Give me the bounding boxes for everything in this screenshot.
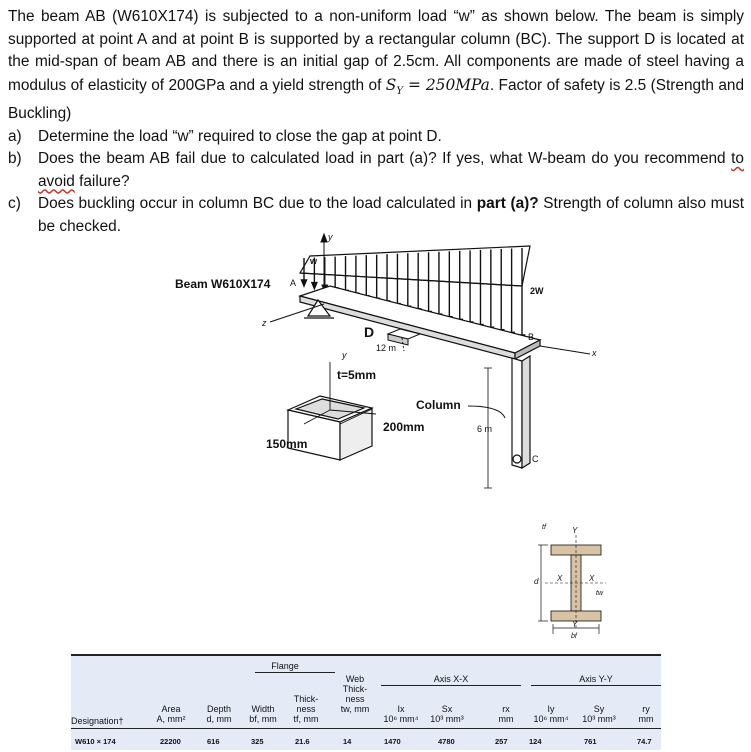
- structure-figure: [0, 228, 751, 648]
- hdr-flange-thick: Thick- ness tf, mm: [293, 694, 319, 724]
- hdr-web-thick: Thick- ness tw, mm: [340, 684, 370, 714]
- y-label-top: y: [328, 232, 333, 242]
- group-web: Web: [345, 674, 365, 684]
- section-tw: tw: [596, 590, 603, 597]
- column-label: Column: [416, 398, 461, 412]
- cell-ry: 74.7: [637, 737, 652, 746]
- group-flange: Flange: [271, 661, 299, 671]
- cell-web-thick: 14: [343, 737, 352, 746]
- point-d-label: D: [364, 324, 375, 340]
- section-tf: tf: [542, 524, 546, 531]
- section-x-left: X: [557, 574, 563, 583]
- w-label: w: [310, 256, 318, 266]
- thickness-label: t=5mm: [337, 368, 377, 382]
- cell-rx: 257: [495, 737, 508, 746]
- beam-label: Beam W610X174: [175, 277, 271, 291]
- x-axis: [540, 346, 590, 354]
- column-bc: [512, 356, 530, 468]
- z-label: z: [262, 318, 267, 328]
- cell-area: 22200: [160, 737, 181, 746]
- y-label-section: y: [342, 350, 347, 360]
- problem-statement: [8, 6, 744, 238]
- section-bf: bf: [571, 633, 577, 640]
- height-label: 6 m: [477, 424, 493, 434]
- part-b: b) Does the beam AB fail due to calculated load in part (a)? If yes, what W-beam do you recommend to avoid failure?: [8, 150, 744, 190]
- part-a: a) Determine the load “w” required to close the gap at point D.: [8, 127, 442, 145]
- part-c: c) Does buckling occur in column BC due to the load calculated in part (a)? Strength of column also must be checked.: [8, 195, 744, 235]
- hdr-designation: Designation†: [71, 716, 124, 726]
- section-x-right: X: [589, 574, 595, 583]
- group-axis-y: Axis Y-Y: [579, 674, 613, 684]
- underlined-phrase: to avoid: [38, 150, 744, 190]
- x-label: x: [592, 348, 597, 358]
- load-arrow-head: [302, 280, 307, 286]
- cell-sy: 761: [584, 737, 597, 746]
- w2-label: 2W: [530, 286, 544, 296]
- cell-sx: 4780: [438, 737, 455, 746]
- section-d: d: [534, 577, 539, 586]
- point-b-label: B: [528, 332, 535, 342]
- cell-flange-thick: 21.6: [295, 737, 310, 746]
- yield-strength-formula: $S_Y = 250MPa$: [385, 75, 490, 97]
- intro-text: The beam AB (W610X174) is subjected to a non-uniform load “w” as shown below. The beam is simply supported at point A and at point B is supported by a rectangular column (BC). The support D is located at the mid-span of beam AB and there is an initial gap of 2.5cm. All components are made of steel having a modulus of elasticity of 200GPa and a yield strength of: [8, 8, 744, 94]
- cell-width: 325: [251, 737, 264, 746]
- cell-designation: W610 × 174: [75, 737, 116, 746]
- hdr-depth: Depth d, mm: [206, 704, 232, 724]
- hdr-ry: ry mm: [638, 704, 654, 724]
- section-y-bottom: Y: [572, 620, 578, 629]
- point-c-label: C: [532, 454, 539, 464]
- group-axis-x: Axis X-X: [433, 674, 469, 684]
- problem-intro: [8, 6, 744, 126]
- hdr-ix: Ix 10⁶ mm⁴: [383, 704, 419, 724]
- intro-tail: . Factor of safety is 2.5 (Strength and Buckling): [8, 76, 745, 123]
- figure-drawing: [0, 228, 751, 648]
- span-label: 12 m: [376, 343, 397, 353]
- beam-ab: [300, 286, 540, 359]
- dim-200-label: 200mm: [383, 420, 425, 434]
- hdr-width: Width bf, mm: [249, 704, 277, 724]
- dim-150-label: 150mm: [266, 437, 308, 451]
- w-section-table: [71, 654, 661, 750]
- point-a-label: A: [290, 278, 297, 288]
- hdr-iy: Iy 10⁶ mm⁴: [533, 704, 569, 724]
- cell-iy: 124: [529, 737, 542, 746]
- section-y-top: Y: [572, 526, 578, 535]
- hdr-sy: Sy 10³ mm³: [582, 704, 616, 724]
- cell-depth: 616: [207, 737, 220, 746]
- cell-ix: 1470: [384, 737, 401, 746]
- hdr-sx: Sx 10³ mm³: [430, 704, 464, 724]
- hdr-rx: rx mm: [498, 704, 514, 724]
- load-arrow-head: [312, 283, 317, 289]
- hdr-area: Area A, mm²: [156, 704, 186, 724]
